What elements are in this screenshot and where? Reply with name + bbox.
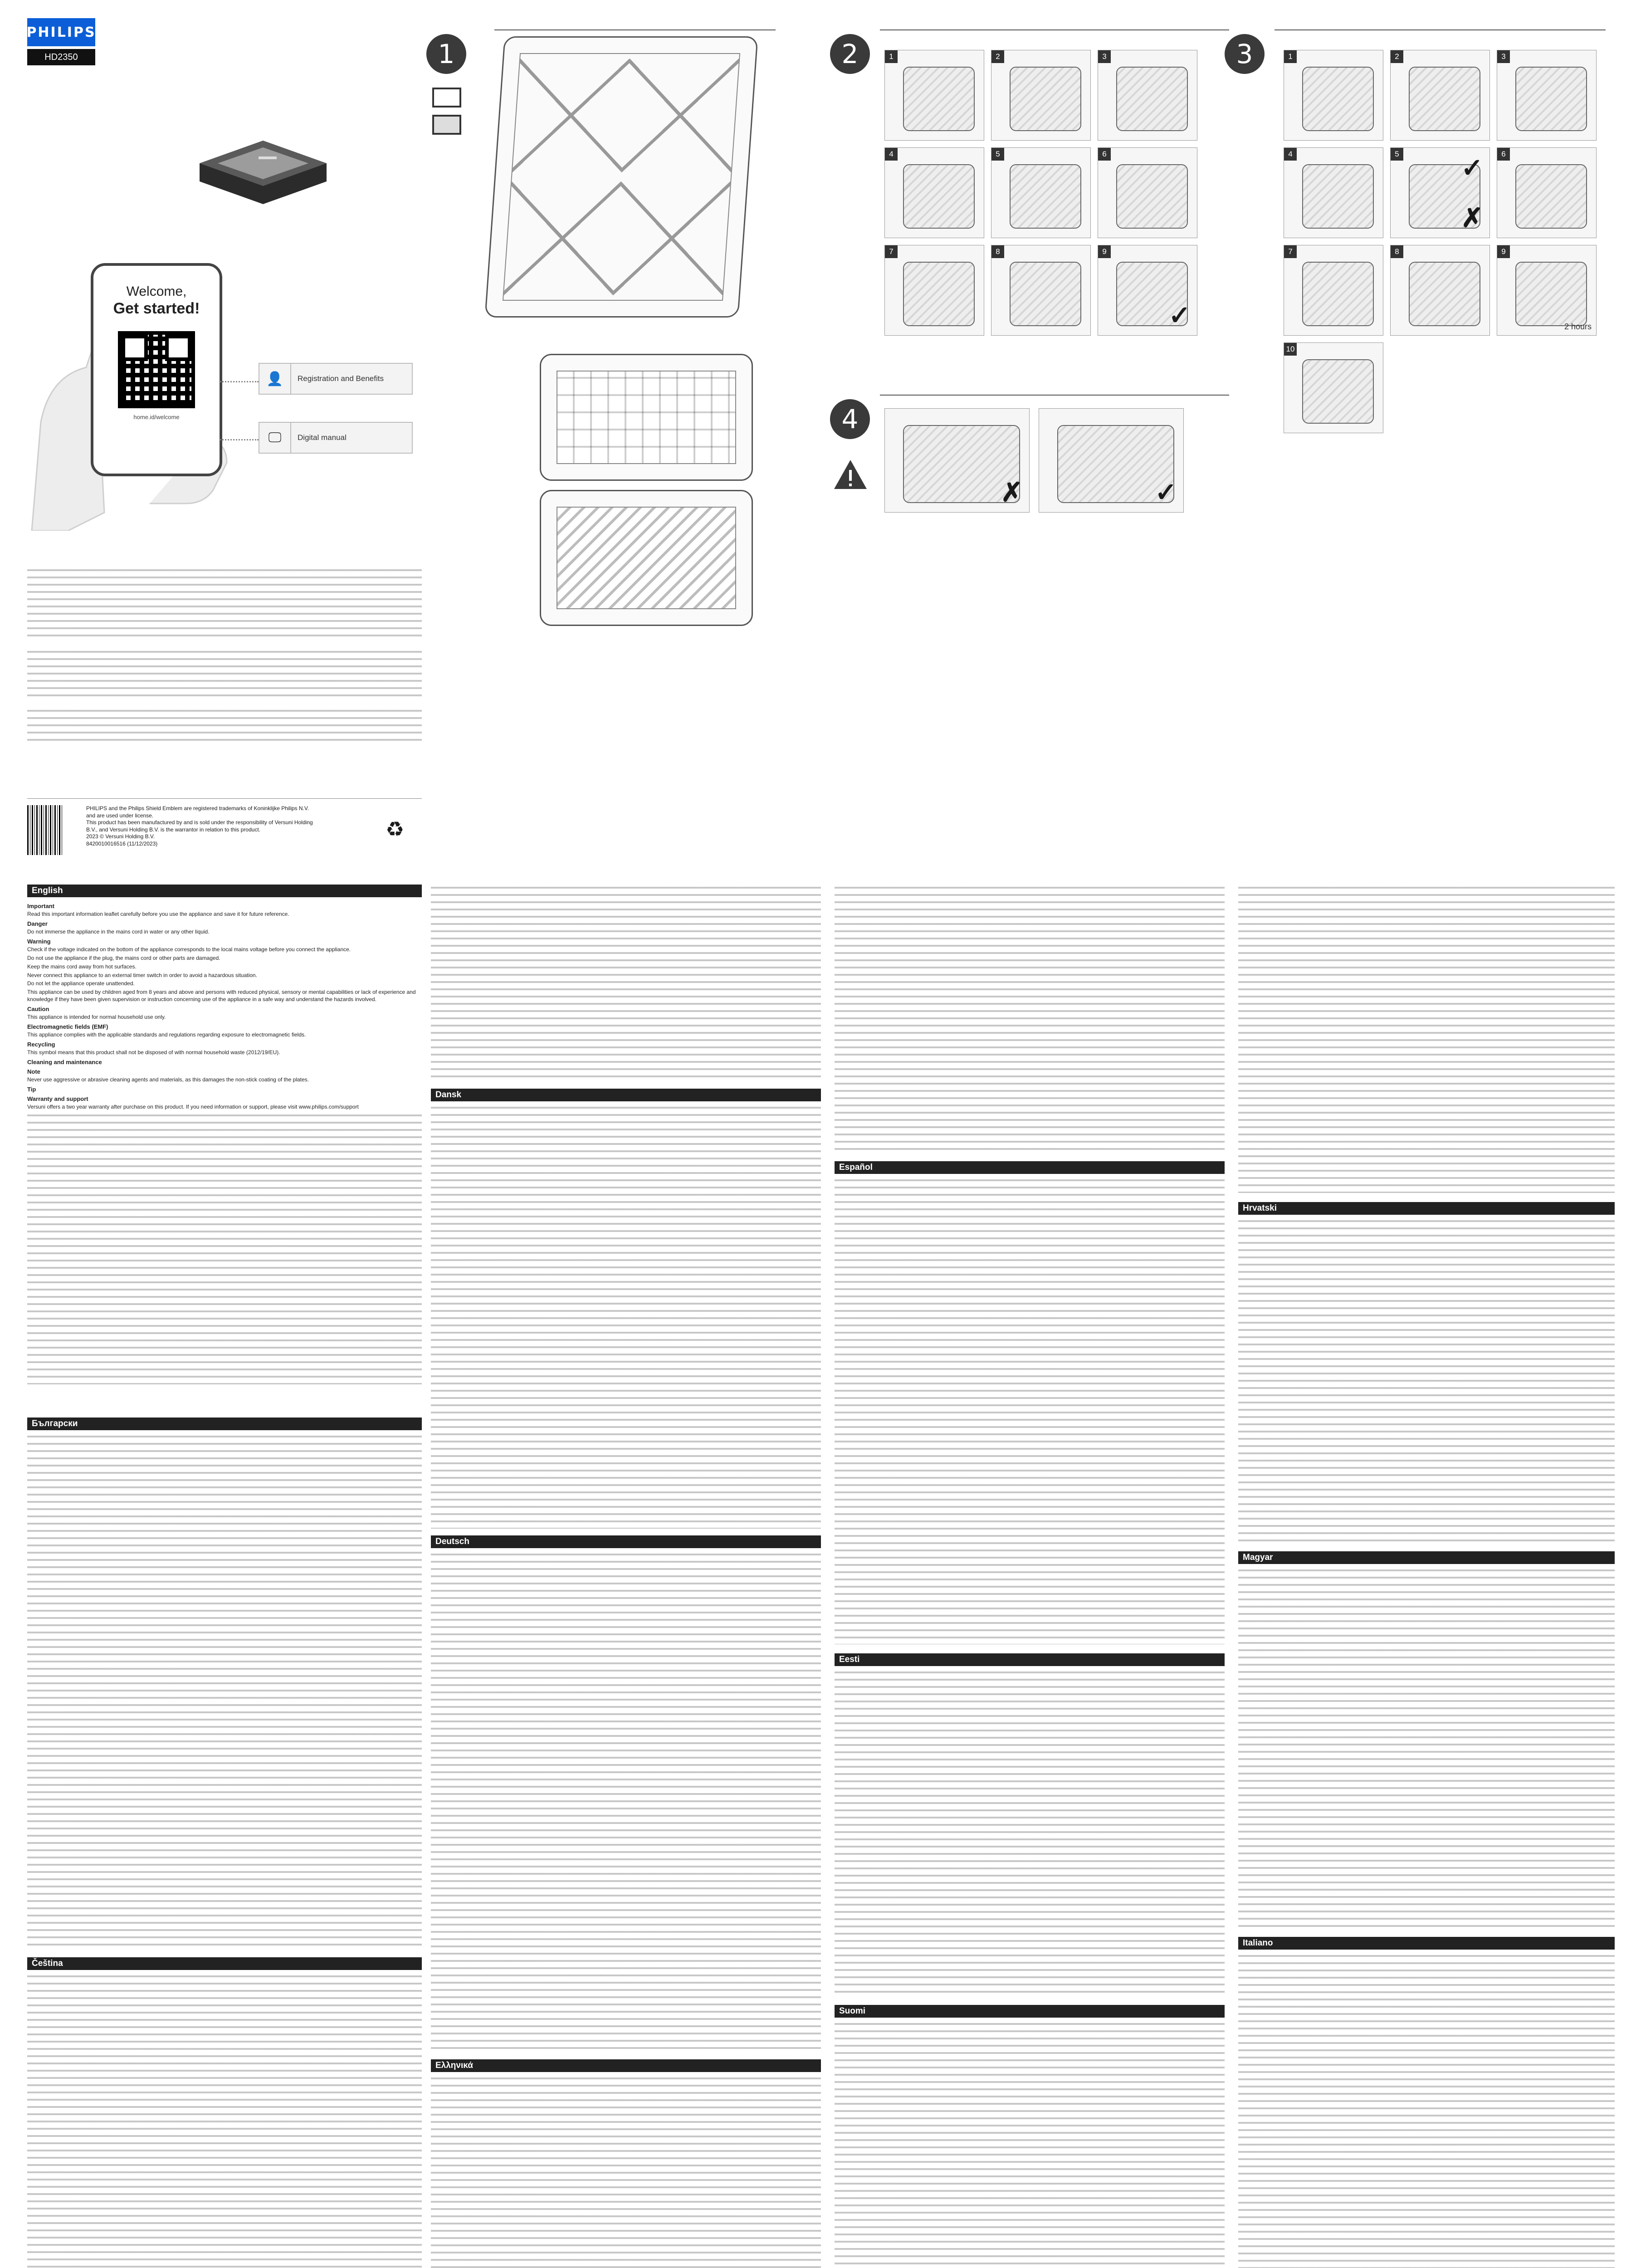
lang-bar-czech: Čeština xyxy=(27,1957,422,1970)
tile-number: 7 xyxy=(1284,245,1297,258)
tile-number: 6 xyxy=(1098,148,1111,161)
paragraph: This appliance complies with the applicable standards and regulations regarding exposure to electromagnetic fields. xyxy=(27,1031,306,1038)
welcome-url[interactable]: home.id/welcome xyxy=(133,413,180,420)
paragraph: Check if the voltage indicated on the bottom of the appliance corresponds to the local mains voltage before you connect the appliance. xyxy=(27,946,351,953)
paragraph: Versuni offers a two year warranty after purchase on this product. If you need information or support, please visit www.philips.com/support xyxy=(27,1104,359,1110)
divider xyxy=(1275,29,1606,30)
registration-icon: 👤 xyxy=(259,364,291,394)
spanish-text xyxy=(835,1177,1225,1644)
tile-number: 3 xyxy=(1497,50,1510,63)
paragraph: Read this important information leaflet carefully before you use the appliance and save it for future reference. xyxy=(27,911,289,918)
body-text xyxy=(431,1551,821,2050)
body-text xyxy=(1238,1218,1615,1542)
waffle-plate-illustration xyxy=(540,354,753,481)
timer-label: 2 hours xyxy=(1564,322,1592,331)
heading: Caution xyxy=(27,1005,49,1012)
step-tile xyxy=(991,147,1091,238)
croatian-text xyxy=(1238,1218,1615,1542)
paragraph: Do not use the appliance if the plug, the mains cord or other parts are damaged. xyxy=(27,954,220,961)
checkmark-icon: ✓ xyxy=(1168,301,1191,330)
sandwich-plate xyxy=(503,53,740,301)
body-text xyxy=(835,1177,1225,1644)
heading: Note xyxy=(27,1068,40,1075)
heading: Electromagnetic fields (EMF) xyxy=(27,1023,108,1030)
legal-line: 8420010016516 (11/12/2023) xyxy=(86,840,158,847)
tile-art xyxy=(1515,164,1587,229)
tile-art xyxy=(1409,262,1480,326)
manual-translations xyxy=(27,708,422,744)
step-1-badge: 1 xyxy=(426,34,466,74)
tile-art xyxy=(1515,67,1587,131)
tile-number: 4 xyxy=(885,148,898,161)
body-text xyxy=(1238,885,1615,1193)
registration-label: Registration and Benefits xyxy=(298,374,384,383)
lang-bar-english: English xyxy=(27,885,422,897)
body-text xyxy=(431,2075,821,2268)
legal-line: PHILIPS and the Philips Shield Emblem are registered trademarks of Koninklijke Philips N.V. and are used under license. xyxy=(86,805,309,819)
step-tile xyxy=(1284,50,1383,141)
paragraph: Never use aggressive or abrasive cleaning agents and materials, as this damages the non-stick coating of the plates. xyxy=(27,1076,309,1083)
step-tile xyxy=(1098,50,1197,141)
step-tile xyxy=(1390,147,1490,238)
step-tile xyxy=(1284,245,1383,336)
tile-number: 8 xyxy=(991,245,1004,258)
tile-number: 1 xyxy=(885,50,898,63)
greek-text-cont xyxy=(835,885,1225,1152)
danish-text xyxy=(431,1105,821,1529)
lang-bar-bulgarian: Български xyxy=(27,1418,422,1430)
grill-plate-illustration xyxy=(540,490,753,626)
tile-number: 5 xyxy=(1391,148,1403,161)
tile-number: 8 xyxy=(1391,245,1403,258)
tile-number: 4 xyxy=(1284,148,1297,161)
finnish-text xyxy=(835,2021,1225,2268)
manual-icon: 🖵 xyxy=(259,423,291,453)
legal-line: 2023 © Versuni Holding B.V. xyxy=(86,833,155,840)
brand-block xyxy=(27,18,95,65)
heading: Cleaning and maintenance xyxy=(27,1058,102,1066)
unbox-icon xyxy=(429,84,465,138)
step-tile xyxy=(1497,147,1597,238)
tile-art xyxy=(1302,164,1374,229)
step-2-badge: 2 xyxy=(830,34,870,74)
tile-number: 5 xyxy=(991,148,1004,161)
step-tile xyxy=(991,50,1091,141)
step-tile xyxy=(1284,342,1383,433)
connector-line xyxy=(220,439,259,440)
heading: Recycling xyxy=(27,1041,55,1048)
divider xyxy=(880,29,1229,30)
qr-code[interactable] xyxy=(118,331,195,408)
registration-chip[interactable] xyxy=(259,363,413,395)
greek-text xyxy=(431,2075,821,2268)
english-text xyxy=(27,900,422,1408)
paragraph: Never connect this appliance to an external timer switch in order to avoid a hazardous situation. xyxy=(27,972,257,978)
tile-number: 7 xyxy=(885,245,898,258)
step-tile xyxy=(1098,245,1197,336)
checkmark-icon: ✓ xyxy=(1155,478,1177,507)
paragraph: This appliance is intended for normal household use only. xyxy=(27,1014,166,1021)
body-text xyxy=(27,1112,422,1384)
grill-plate xyxy=(557,507,736,609)
tile-art xyxy=(903,262,975,326)
welcome-line2: Get started! xyxy=(113,299,200,317)
paragraph: Do not let the appliance operate unattended. xyxy=(27,980,135,987)
tile-number: 9 xyxy=(1098,245,1111,258)
step-3-badge: 3 xyxy=(1225,34,1265,74)
cross-icon: ✗ xyxy=(1461,203,1483,233)
phone-screen xyxy=(91,263,222,476)
legal-block xyxy=(27,798,422,866)
welcome-line1: Welcome, xyxy=(126,284,187,299)
body-text xyxy=(835,2021,1225,2268)
tile-art xyxy=(1409,67,1480,131)
body-text xyxy=(431,885,821,1080)
divider xyxy=(880,395,1229,396)
lang-bar-croatian: Hrvatski xyxy=(1238,1202,1615,1215)
tile-number: 2 xyxy=(1391,50,1403,63)
welcome-options xyxy=(259,363,413,481)
heading: Warranty and support xyxy=(27,1095,88,1103)
translated-welcome-list xyxy=(27,567,422,640)
paragraph: This appliance can be used by children aged from 8 years and above and persons with reduced physical, sensory or mental capabilities or lack of experience and knowledge if they have been given supervision or instruction concerning use of the appliance in a safe way and understand the hazards involved. xyxy=(27,989,416,1003)
heading: Tip xyxy=(27,1086,36,1093)
body-text xyxy=(27,1973,422,2268)
estonian-text xyxy=(835,1669,1225,1996)
body-text xyxy=(835,1669,1225,1996)
tile-number: 9 xyxy=(1497,245,1510,258)
hungarian-text xyxy=(1238,1567,1615,1928)
step-tile xyxy=(1039,408,1184,513)
tile-art xyxy=(1010,262,1081,326)
model-label: HD2350 xyxy=(27,49,95,65)
body-text xyxy=(431,1105,821,1529)
step-4-badge: 4 xyxy=(830,399,870,439)
step-tile xyxy=(1390,245,1490,336)
tile-art xyxy=(1010,164,1081,229)
translated-manual-list xyxy=(27,708,422,744)
body-text xyxy=(1238,1567,1615,1928)
tile-art xyxy=(903,164,975,229)
digital-manual-chip[interactable] xyxy=(259,422,413,454)
heading: Important xyxy=(27,903,54,909)
legal-line: This product has been manufactured by and is sold under the responsibility of Versuni Holding B.V., and Versuni Holding B.V. is the warrantor in relation to this product. xyxy=(86,819,313,833)
paragraph: Do not immerse the appliance in the mains cord in water or any other liquid. xyxy=(27,929,210,935)
paragraph: This symbol means that this product shall not be disposed of with normal household waste (2012/19/EU). xyxy=(27,1049,280,1056)
step-tile xyxy=(884,50,984,141)
french-text xyxy=(1238,885,1615,1193)
welcome-heading xyxy=(105,284,208,318)
tile-art xyxy=(1010,67,1081,131)
body-text xyxy=(27,1433,422,1950)
tile-art xyxy=(1302,359,1374,424)
waffle-plate xyxy=(557,371,736,464)
bulgarian-text-cont xyxy=(431,885,821,1080)
legal-text xyxy=(86,805,313,848)
sandwich-plate-illustration xyxy=(484,36,758,318)
tile-art xyxy=(1302,262,1374,326)
czech-text xyxy=(27,1973,422,2268)
registration-translations xyxy=(27,649,422,699)
lang-bar-spanish: Español xyxy=(835,1161,1225,1174)
tile-art xyxy=(1116,164,1188,229)
warning-icon xyxy=(832,458,869,491)
tile-art xyxy=(1515,262,1587,326)
lang-bar-italian: Italiano xyxy=(1238,1937,1615,1950)
bulgarian-text xyxy=(27,1433,422,1950)
lang-bar-estonian: Eesti xyxy=(835,1653,1225,1666)
body-text xyxy=(835,885,1225,1152)
heading: Warning xyxy=(27,938,51,945)
lang-bar-danish: Dansk xyxy=(431,1089,821,1101)
tile-art xyxy=(1116,67,1188,131)
tile-number: 10 xyxy=(1284,343,1297,356)
connector-line xyxy=(220,381,259,382)
tile-number: 6 xyxy=(1497,148,1510,161)
step-tile xyxy=(1284,147,1383,238)
divider xyxy=(494,29,776,30)
heading: Danger xyxy=(27,920,48,927)
step-tile xyxy=(1497,245,1597,336)
step-tile xyxy=(1390,50,1490,141)
tile-number: 2 xyxy=(991,50,1004,63)
tile-art xyxy=(903,67,975,131)
sandwich-maker-illustration xyxy=(190,113,336,213)
welcome-translations xyxy=(27,567,422,640)
step-tile xyxy=(991,245,1091,336)
lang-bar-hungarian: Magyar xyxy=(1238,1551,1615,1564)
step-tile xyxy=(1497,50,1597,141)
body-text xyxy=(1238,1953,1615,2268)
cross-icon: ✗ xyxy=(1001,478,1023,507)
barcode xyxy=(27,805,63,855)
translated-registration-list xyxy=(27,649,422,699)
german-text xyxy=(431,1551,821,2050)
paragraph: Keep the mains cord away from hot surfaces. xyxy=(27,963,137,970)
tile-number: 1 xyxy=(1284,50,1297,63)
step-tile xyxy=(884,408,1030,513)
lang-bar-german: Deutsch xyxy=(431,1535,821,1548)
checkmark-icon: ✓ xyxy=(1461,153,1483,183)
lang-bar-greek: Ελληνικά xyxy=(431,2059,821,2072)
step-tile xyxy=(884,245,984,336)
step-tile xyxy=(884,147,984,238)
step-tile xyxy=(1098,147,1197,238)
lang-bar-finnish: Suomi xyxy=(835,2005,1225,2018)
philips-logo: PHILIPS xyxy=(27,18,95,46)
recycle-icon: ♻ xyxy=(386,817,405,841)
tile-art xyxy=(1302,67,1374,131)
welcome-illustration xyxy=(14,254,444,517)
italian-text xyxy=(1238,1953,1615,2268)
tile-number: 3 xyxy=(1098,50,1111,63)
digital-manual-label: Digital manual xyxy=(298,433,347,442)
